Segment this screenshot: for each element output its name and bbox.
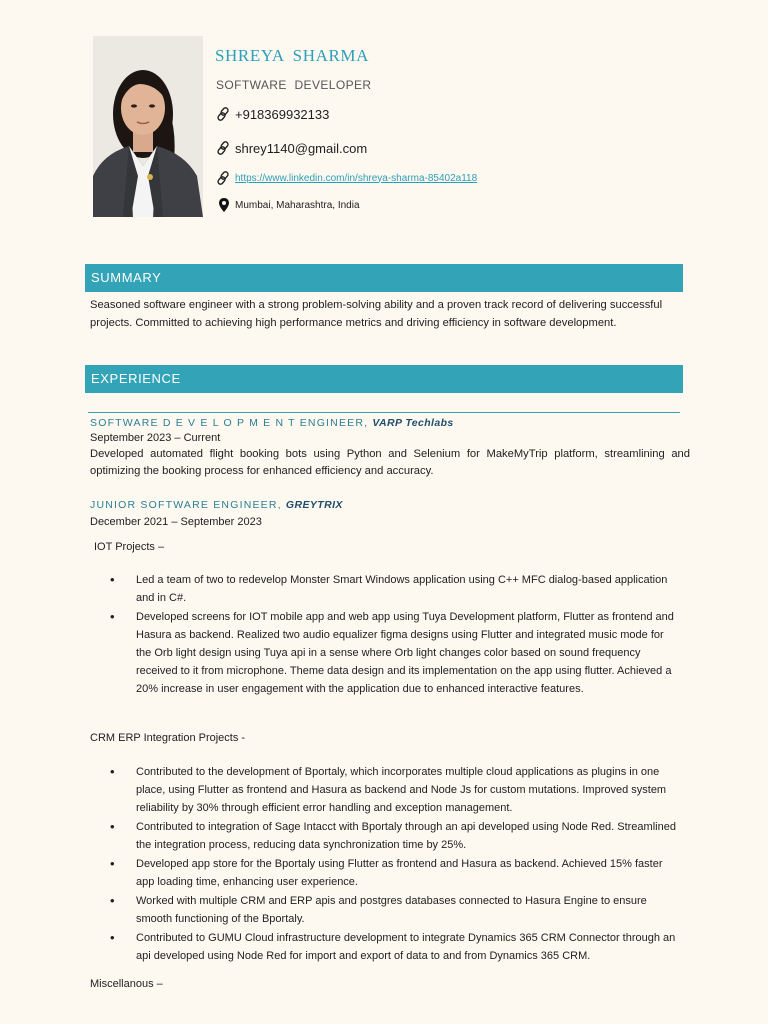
list-item: • Contributed to integration of Sage Intacct with Bportaly through an api developed using Node Red. Streamlined the integration process, reducing data synchronization time by 25%. — [110, 818, 680, 854]
linkedin-link[interactable]: https://www.linkedin.com/in/shreya-sharma-85402a118 — [235, 172, 478, 184]
project-group-label: Miscellanous – — [90, 978, 163, 990]
project-bullets — [110, 571, 680, 699]
experience-heading: EXPERIENCE — [85, 365, 683, 393]
contact-phone — [216, 106, 329, 122]
email-text[interactable]: shrey1140@gmail.com — [235, 140, 368, 156]
job-position: SOFTWARE D E V E L O P M E N T ENGINEER, — [90, 417, 369, 429]
contact-linkedin — [216, 170, 477, 186]
job-position: JUNIOR SOFTWARE ENGINEER, — [90, 499, 282, 511]
phone-text: +918369932133 — [235, 106, 330, 122]
job-dates: September 2023 – Current — [90, 432, 221, 444]
list-item: • Developed app store for the Bportaly using Flutter as frontend and Hasura as backend. Achieved 15% faster app loading time, enhancing user experience. — [110, 855, 680, 891]
link-icon — [216, 170, 232, 186]
job-title — [90, 417, 454, 429]
candidate-name: SHREYA SHARMA — [215, 46, 369, 65]
list-item: • Developed screens for IOT mobile app and web app using Tuya Development platform, Flutter as frontend and Hasura as backend. Realized two audio equalizer figma designs using Flutter and integrated music mode for the Orb light design using Tuya api in a sense where Orb light changes color based on sound frequency received to it from microphone. Theme data design and its implementation on the app using flutter. Achieved a 20% increase in user engagement with the application due to enhanced interactive features. — [110, 608, 680, 698]
job-company: GREYTRIX — [285, 499, 343, 511]
contact-location — [216, 197, 360, 213]
summary-heading: SUMMARY — [85, 264, 683, 292]
job-title — [90, 499, 343, 511]
list-item: • Contributed to GUMU Cloud infrastructure development to integrate Dynamics 365 CRM Connector through an api developed using Node Red for import and export of data to and from Dynamics 365 CRM. — [110, 929, 680, 965]
list-item: • Worked with multiple CRM and ERP apis and postgres databases connected to Hasura Engine to ensure smooth functioning of the Bportaly. — [110, 892, 680, 928]
link-icon — [216, 106, 232, 122]
job-company: VARP Techlabs — [372, 417, 454, 429]
project-group-label: IOT Projects – — [94, 541, 165, 553]
map-pin-icon — [216, 197, 232, 213]
link-icon — [216, 140, 232, 156]
candidate-role: SOFTWARE DEVELOPER — [216, 78, 372, 92]
profile-photo — [93, 36, 203, 217]
section-divider — [88, 412, 680, 413]
project-group-label: CRM ERP Integration Projects - — [90, 732, 246, 744]
contact-email — [216, 140, 367, 156]
summary-text: Seasoned software engineer with a strong problem-solving ability and a proven track record of delivering successful projects. Committed to achieving high performance metrics and driving efficiency in software development. — [90, 299, 663, 329]
location-text: Mumbai, Maharashtra, India — [235, 199, 360, 211]
list-item: • Led a team of two to redevelop Monster Smart Windows application using C++ MFC dialog-based application and in C#. — [110, 571, 680, 607]
job-description: Developed automated flight booking bots using Python and Selenium for MakeMyTrip platform, streamlining and optimizing the booking process for enhanced efficiency and accuracy. — [90, 448, 690, 477]
job-dates: December 2021 – September 2023 — [90, 516, 262, 528]
list-item: • Contributed to the development of Bportaly, which incorporates multiple cloud applications as plugins in one place, using Flutter as frontend and Hasura as backend and Node Js for custom mutations. Improved system reliability by 30% through efficient error handling and exception management. — [110, 763, 680, 817]
project-bullets — [110, 763, 680, 966]
